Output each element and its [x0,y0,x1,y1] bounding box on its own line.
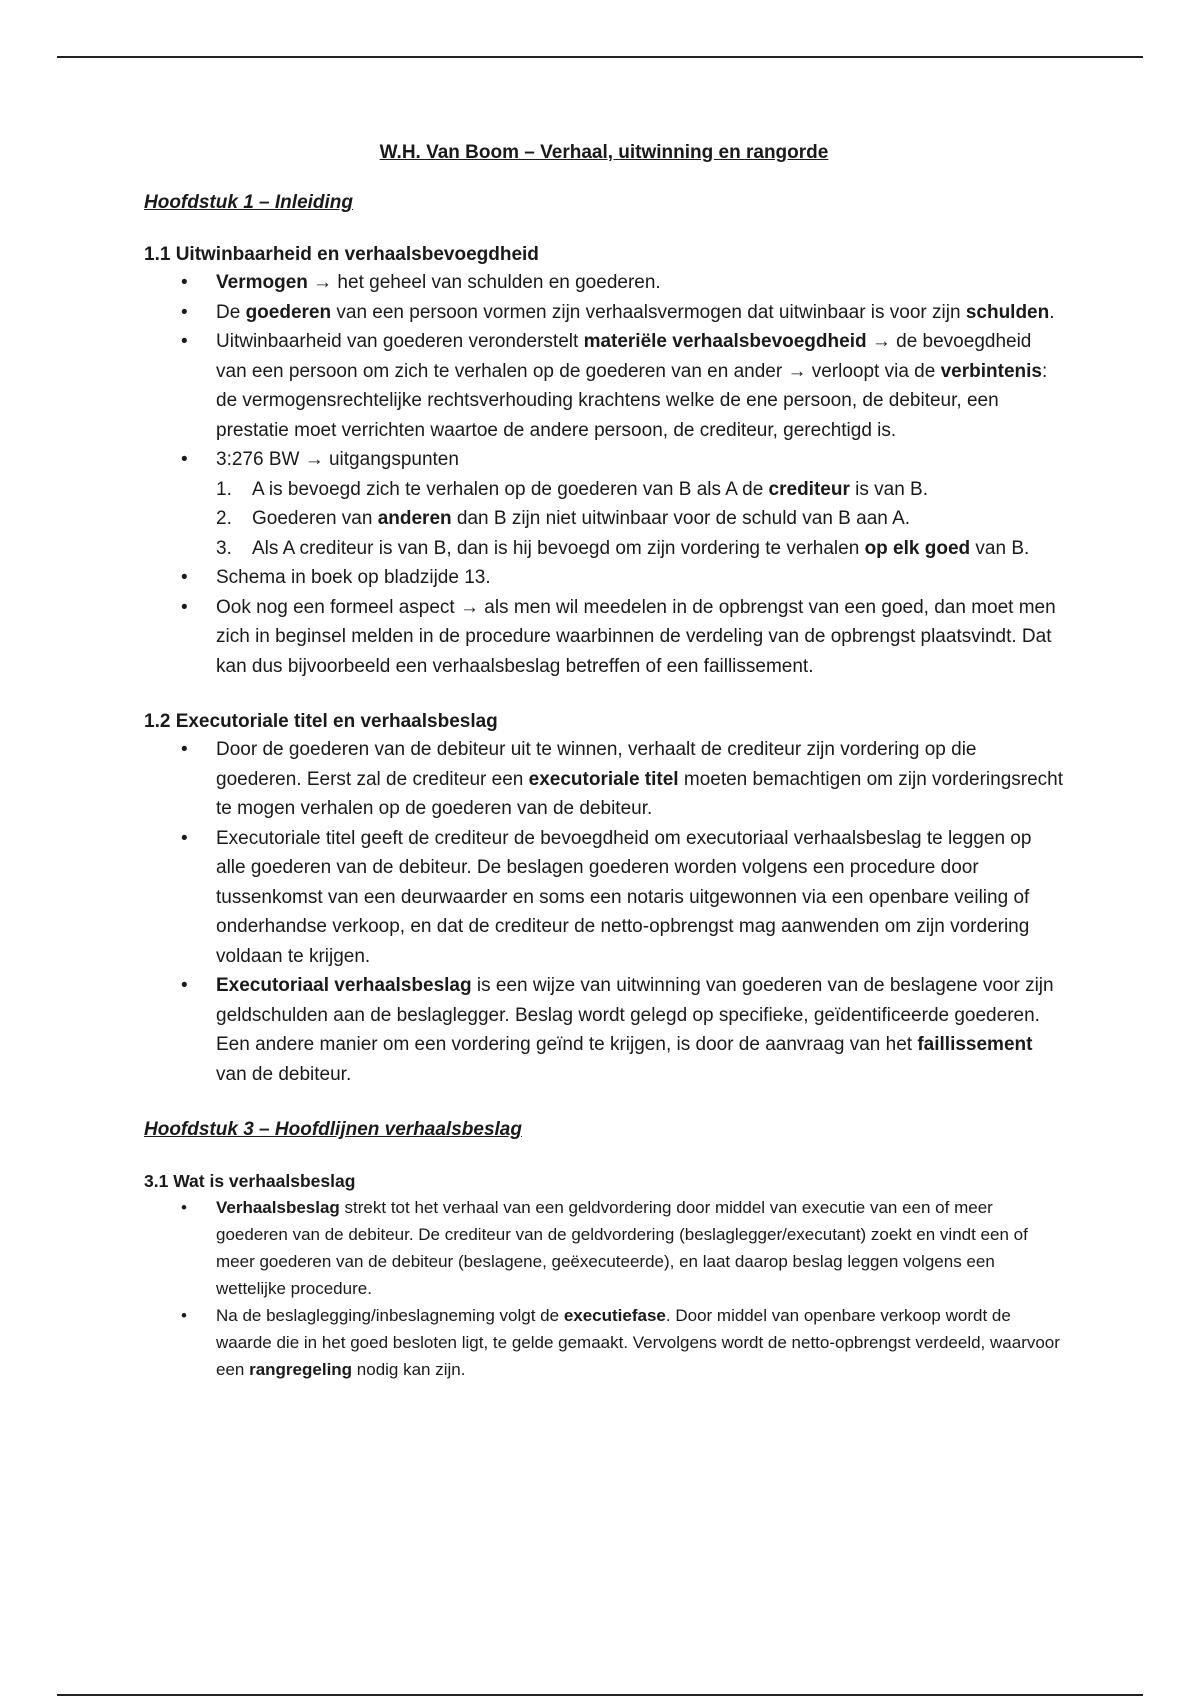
chapter-3-heading: Hoofdstuk 3 – Hoofdlijnen verhaalsbeslag [144,1119,522,1140]
list-item: • Schema in boek op bladzijde 13. [144,563,1064,593]
list-item: • Ook nog een formeel aspect → als men wil meedelen in de opbrengst van een goed, dan moet men zich in beginsel melden in de procedure waarbinnen de verdeling van de opbrengst plaatsvindt. Dat kan dus bijvoorbeeld een verhaalsbeslag betreffen of een faillissement. [144,593,1064,682]
numbered-list [216,475,1064,564]
numbered-item: 1. A is bevoegd zich te verhalen op de goederen van B als A de crediteur is van B. [216,478,929,500]
list-item: • Executoriaal verhaalsbeslag is een wijze van uitwinning van goederen van de beslagene voor zijn geldschulden aan de beslaglegger. Beslag wordt gelegd op specifieke, geïdentificeerde goederen. Een andere manier om een vordering geïnd te krijgen, is door de aanvraag van het faillissement van de debiteur. [144,971,1064,1089]
chapter-1-heading: Hoofdstuk 1 – Inleiding [144,192,354,213]
section-3-1-heading: 3.1 Wat is verhaalsbeslag [144,1171,356,1191]
list-item: • Uitwinbaarheid van goederen veronderstelt materiële verhaalsbevoegdheid → de bevoegdheid van een persoon om zich te verhalen op de goederen van en ander → verloopt via de verbintenis: de vermogensrechtelijke rechtsverhouding krachtens welke de ene persoon, de debiteur, een prestatie moet verrichten waartoe de andere persoon, de crediteur, gerechtigd is. [144,327,1064,445]
top-rule [57,56,1143,58]
list-item: • Executoriale titel geeft de crediteur de bevoegdheid om executoriaal verhaalsbeslag te leggen op alle goederen van de debiteur. De beslagen goederen worden volgens een procedure door tussenkomst van een deurwaarder en soms een notaris uitgewonnen via een openbare veiling of onderhandse verkoop, en dat de crediteur de netto-opbrengst mag aanwenden om zijn vordering voldaan te krijgen. [144,824,1064,972]
section-1-2-list [144,735,1064,1089]
numbered-item: 2. Goederen van anderen dan B zijn niet uitwinbaar voor de schuld van B aan A. [216,508,911,529]
section-1-1-heading: 1.1 Uitwinbaarheid en verhaalsbevoegdheid [144,244,539,265]
section-1-2-heading: 1.2 Executoriale titel en verhaalsbeslag [144,711,498,732]
bottom-rule [57,1694,1143,1696]
list-item: • 3:276 BW → uitgangspunten 1. A is bevoegd zich te verhalen op de goederen van B als A de crediteur is van B. 2. Goederen van anderen dan B zijn niet uitwinbaar voor de schuld van B aan A. 3. Als A crediteur is van B, dan is hij bevoegd om zijn vordering te verhalen op elk goed van B. [144,445,1064,563]
list-item: • Na de beslaglegging/inbeslagneming volgt de executiefase. Door middel van openbare verkoop wordt de waarde die in het goed besloten ligt, te gelde gemaakt. Vervolgens wordt de netto-opbrengst verdeeld, waarvoor een rangregeling nodig kan zijn. [144,1302,1064,1383]
list-item: • De goederen van een persoon vormen zijn verhaalsvermogen dat uitwinbaar is voor zijn schulden. [144,298,1064,328]
document-page [144,142,1064,1413]
list-item: • Door de goederen van de debiteur uit te winnen, verhaalt de crediteur zijn vordering op die goederen. Eerst zal de crediteur een executoriale titel moeten bemachtigen om zijn vorderingsrecht te mogen verhalen op de goederen van de debiteur. [144,735,1064,824]
list-item: • Vermogen → het geheel van schulden en goederen. [144,268,1064,298]
list-item: • Verhaalsbeslag strekt tot het verhaal van een geldvordering door middel van executie van een of meer goederen van de debiteur. De crediteur van de geldvordering (beslaglegger/executant) zoekt en vindt een of meer goederen van de debiteur (beslagene, geëxecuteerde), en laat daarop beslag leggen volgens een wettelijke procedure. [144,1194,1064,1302]
section-3-1-list [144,1194,1064,1383]
numbered-item: 3. Als A crediteur is van B, dan is hij bevoegd om zijn vordering te verhalen op elk goed van B. [216,537,1030,559]
document-title: W.H. Van Boom – Verhaal, uitwinning en rangorde [379,142,829,163]
section-1-1-list [144,268,1064,681]
